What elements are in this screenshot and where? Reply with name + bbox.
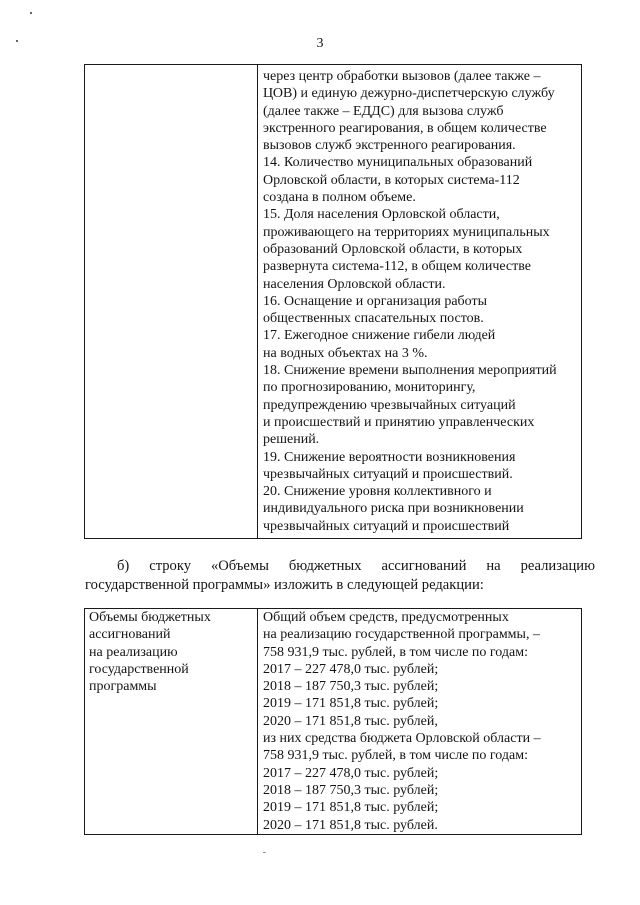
text-line: ЦОВ) и единую дежурно-диспетчерскую службу: [263, 86, 555, 102]
amendment-line-2: государственной программы» изложить в следующей редакции:: [85, 577, 484, 593]
text-line: 18. Снижение времени выполнения мероприятий: [263, 363, 557, 379]
page-number: 3: [316, 36, 324, 51]
text-line: решений.: [263, 432, 320, 448]
label-line: программы: [89, 679, 157, 695]
value-line: из них средства бюджета Орловской области –: [263, 731, 541, 747]
goals-table: [84, 64, 582, 539]
text-line: образований Орловской области, в которых: [263, 241, 523, 257]
value-line: 2020 – 171 851,8 тыс. рублей,: [263, 713, 438, 729]
text-line: населения Орловской области.: [263, 276, 446, 292]
text-line: развернута система-112, в общем количестве: [263, 259, 532, 275]
label-line: на реализацию: [89, 644, 178, 660]
text-line: Орловской области, в которых система-112: [263, 172, 520, 188]
label-line: Объемы бюджетных: [89, 610, 211, 625]
value-line: 758 931,9 тыс. рублей, в том числе по годам:: [263, 644, 528, 660]
value-line: Общий объем средств, предусмотренных: [263, 610, 509, 625]
text-line: предупреждению чрезвычайных ситуаций: [263, 397, 516, 413]
text-line: 20. Снижение уровня коллективного и: [263, 484, 492, 500]
text-line: индивидуального риска при возникновении: [263, 501, 524, 517]
text-line: 19. Снижение вероятности возникновения: [263, 449, 516, 465]
text-line: чрезвычайных ситуаций и происшествий.: [263, 466, 513, 482]
scan-speck: [30, 12, 32, 14]
value-line: 2018 – 187 750,3 тыс. рублей;: [263, 679, 439, 695]
text-line: по прогнозированию, мониторингу,: [263, 380, 476, 396]
value-line: на реализацию государственной программы, –: [263, 627, 540, 643]
text-line: 14. Количество муниципальных образований: [263, 155, 533, 171]
text-line: 15. Доля населения Орловской области,: [263, 207, 500, 223]
text-line: общественных спасательных постов.: [263, 311, 484, 327]
text-line: на водных объектах на 3 %.: [263, 345, 428, 361]
text-line: экстренного реагирования, в общем количестве: [263, 120, 547, 136]
value-line: 2017 – 227 478,0 тыс. рублей;: [263, 661, 439, 677]
text-line: проживающего на территориях муниципальных: [263, 224, 550, 240]
value-line: 2020 – 171 851,8 тыс. рублей.: [263, 817, 438, 833]
budget-table: [84, 608, 582, 835]
text-line: 16. Оснащение и организация работы: [263, 293, 487, 309]
label-line: ассигнований: [89, 627, 171, 643]
value-line: 2018 – 187 750,3 тыс. рублей;: [263, 782, 439, 798]
amendment-paragraph: [85, 557, 595, 595]
text-line: и происшествий и принятию управленческих: [263, 414, 535, 430]
text-line: вызовов служб экстренного реагирования.: [263, 138, 516, 154]
text-line: чрезвычайных ситуаций и происшествий: [263, 518, 510, 534]
budget-table-label-cell: [85, 609, 258, 834]
text-line: 17. Ежегодное снижение гибели людей: [263, 328, 496, 344]
text-line: создана в полном объеме.: [263, 190, 416, 206]
value-line: 758 931,9 тыс. рублей, в том числе по годам:: [263, 748, 528, 764]
text-line: через центр обработки вызовов (далее также –: [263, 69, 541, 84]
goals-table-left-cell: [85, 65, 258, 538]
budget-table-value-cell: [258, 609, 581, 834]
value-line: 2019 – 171 851,8 тыс. рублей;: [263, 800, 439, 816]
amendment-line-1: б) строку «Объемы бюджетных ассигнований на реализацию: [117, 558, 595, 574]
scan-mark: [263, 852, 266, 853]
goals-table-right-cell: [258, 65, 581, 538]
value-line: 2019 – 171 851,8 тыс. рублей;: [263, 696, 439, 712]
value-line: 2017 – 227 478,0 тыс. рублей;: [263, 765, 439, 781]
label-line: государственной: [89, 661, 189, 677]
text-line: (далее также – ЕДДС) для вызова служб: [263, 103, 504, 119]
